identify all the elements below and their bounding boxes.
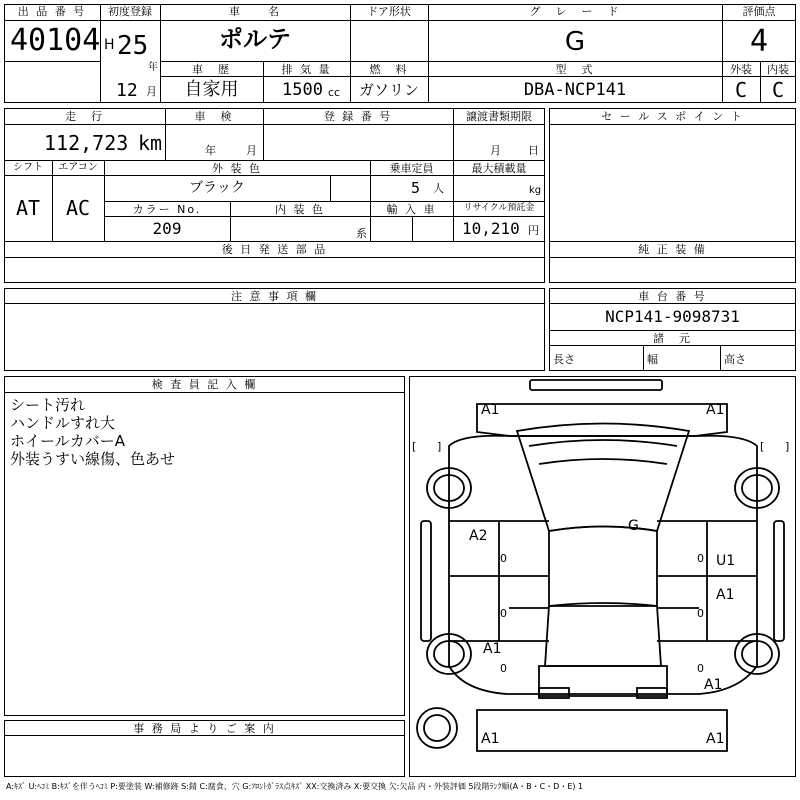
int-score-header: 内装 — [767, 63, 789, 76]
capacity-value: 5 — [411, 179, 421, 197]
doc-day-unit: 日 — [528, 144, 539, 157]
divider — [4, 175, 545, 176]
damage-mark: A1 — [704, 677, 723, 693]
divider — [104, 216, 545, 217]
divider — [722, 76, 796, 77]
inspector-note: ハンドルすれ大 — [10, 414, 116, 432]
zero-mark: 0 — [500, 607, 507, 620]
inspector-notes-list — [10, 396, 175, 468]
bracket-mark: [ — [760, 440, 765, 453]
color-no-value: 209 — [152, 219, 182, 238]
damage-mark: A1 — [716, 587, 735, 603]
dimensions-header: 諸 元 — [653, 332, 692, 345]
zero-mark: 0 — [500, 662, 507, 675]
divider — [4, 303, 545, 304]
capacity-unit: 人 — [433, 182, 444, 195]
sales-points-header: セ ー ル ス ポ イ ン ト — [601, 110, 744, 123]
car-name: ポルテ — [219, 25, 291, 53]
inspector-note: シート汚れ — [10, 396, 86, 414]
divider — [4, 257, 545, 258]
inspector-note: 外装うすい線傷、色あせ — [10, 450, 176, 468]
capacity-header: 乗車定員 — [389, 162, 434, 175]
transfer-docs-header: 譲渡書類期限 — [466, 110, 532, 123]
aircon-header: エアコン — [58, 162, 98, 173]
grade-value: G — [564, 27, 586, 57]
divider — [330, 175, 331, 201]
divider — [549, 345, 796, 346]
month-unit: 月 — [146, 85, 157, 98]
lot-number: 40104 — [10, 23, 101, 58]
inspection-month-unit: 月 — [246, 144, 257, 157]
model-code-value: DBA-NCP141 — [523, 80, 627, 100]
legend-text: A:ｷｽﾞ U:ﾍｺﾐ B:ｷｽﾞを伴うﾍｺﾐ P:要塗装 W:補修跡 S:錆 C:腐食、穴 G:ﾌﾛﾝﾄｶﾞﾗｽ点ｷｽﾞ XX:交換済み X:要交換 欠:欠品 内・外装評価 5段階ﾗﾝｸ順(A・B・C・D・E) 1 — [6, 782, 584, 791]
bracket-mark: ] — [785, 440, 790, 453]
ext-color-value: ブラック — [189, 180, 245, 196]
inspector-header: 検 査 員 記 入 欄 — [151, 378, 258, 391]
era-prefix: H — [104, 37, 115, 53]
office-header: 事 務 局 よ り ご 案 内 — [133, 722, 276, 735]
shift-header: シフト — [13, 162, 43, 173]
damage-mark: A1 — [706, 402, 725, 418]
divider — [549, 241, 796, 242]
divider — [4, 241, 545, 242]
divider — [104, 201, 545, 202]
aircon-value: AC — [65, 196, 91, 220]
divider — [722, 61, 796, 62]
damage-mark: G — [628, 518, 639, 534]
zero-mark: 0 — [697, 552, 704, 565]
reg-no-header: 登 録 番 号 — [323, 110, 393, 123]
notes-header: 注 意 事 項 欄 — [231, 290, 318, 303]
first-reg-month: 12 — [116, 80, 138, 101]
history-header: 車 歴 — [192, 63, 231, 76]
door-header: ドア形状 — [367, 5, 411, 18]
damage-mark: U1 — [716, 553, 736, 569]
ext-score-header: 外装 — [730, 63, 752, 76]
grade-header: グ レ ー ド — [529, 5, 621, 18]
width-label: 幅 — [647, 353, 658, 366]
divider — [720, 345, 721, 371]
zero-mark: 0 — [500, 552, 507, 565]
zero-mark: 0 — [697, 607, 704, 620]
shift-value: AT — [15, 196, 41, 220]
divider — [4, 735, 405, 736]
divider — [160, 61, 722, 62]
length-label: 長さ — [553, 353, 575, 366]
fuel-value: ガソリン — [358, 81, 419, 99]
divider — [549, 330, 796, 331]
lot-no-header: 出 品 番 号 — [17, 5, 87, 18]
int-score-value: C — [771, 78, 785, 102]
divider — [643, 345, 644, 371]
divider — [4, 20, 796, 21]
score-value: 4 — [749, 24, 769, 59]
import-header: 輸 入 車 — [386, 203, 437, 216]
displacement-value: 1500 — [282, 80, 323, 100]
zero-mark: 0 — [697, 662, 704, 675]
displacement-header: 排 気 量 — [281, 63, 332, 76]
inspection-year-unit: 年 — [205, 144, 216, 157]
doc-month-unit: 月 — [490, 144, 501, 157]
inspection-header: 車 検 — [194, 110, 234, 123]
chassis-number: NCP141-9098731 — [605, 307, 740, 326]
km-unit: km — [138, 131, 163, 155]
fuel-header: 燃 料 — [369, 63, 409, 76]
max-load-header: 最大積載量 — [471, 162, 527, 175]
divider — [549, 303, 796, 304]
recycle-unit: 円 — [528, 224, 539, 237]
chassis-header: 車 台 番 号 — [638, 290, 707, 303]
score-header: 評価点 — [742, 5, 776, 18]
divider — [453, 108, 454, 241]
model-header: 型 式 — [555, 63, 595, 76]
height-label: 高さ — [724, 353, 746, 366]
divider — [412, 216, 413, 241]
divider — [549, 257, 796, 258]
recycle-value: 10,210 — [462, 219, 520, 238]
inspector-note: ホイールカバーA — [10, 432, 125, 450]
damage-mark: A1 — [481, 402, 500, 418]
later-parts-header: 後 日 発 送 部 品 — [221, 243, 328, 256]
mileage-value: 112,723 — [44, 131, 129, 155]
divider — [4, 160, 545, 161]
car-name-header: 車 名 — [229, 5, 281, 18]
divider — [4, 392, 405, 393]
divider — [4, 124, 545, 125]
ext-score-value: C — [734, 78, 748, 102]
history-value: 自家用 — [184, 79, 239, 100]
genuine-equip-header: 純 正 装 備 — [638, 243, 707, 256]
car-damage-diagram — [409, 376, 796, 777]
int-color-header: 内 装 色 — [275, 203, 325, 216]
mileage-header: 走 行 — [65, 110, 104, 123]
damage-mark: A2 — [469, 528, 488, 544]
cc-unit: cc — [328, 86, 341, 99]
int-color-unit: 系 — [356, 227, 367, 240]
divider — [160, 76, 722, 77]
divider — [549, 124, 796, 125]
divider — [4, 61, 100, 62]
damage-mark: A1 — [481, 731, 500, 747]
ext-color-header: 外 装 色 — [212, 162, 262, 175]
recycle-header: リサイクル預託金 — [463, 203, 535, 213]
color-no-header: カラー No. — [132, 203, 202, 216]
damage-mark: A1 — [483, 641, 502, 657]
first-reg-header: 初度登録 — [108, 5, 152, 18]
kg-unit: kg — [529, 185, 542, 196]
damage-mark: A1 — [706, 731, 725, 747]
first-reg-year: 25 — [117, 31, 149, 61]
bracket-mark: ] — [437, 440, 442, 453]
year-unit: 年 — [148, 62, 158, 73]
bracket-mark: [ — [412, 440, 417, 453]
